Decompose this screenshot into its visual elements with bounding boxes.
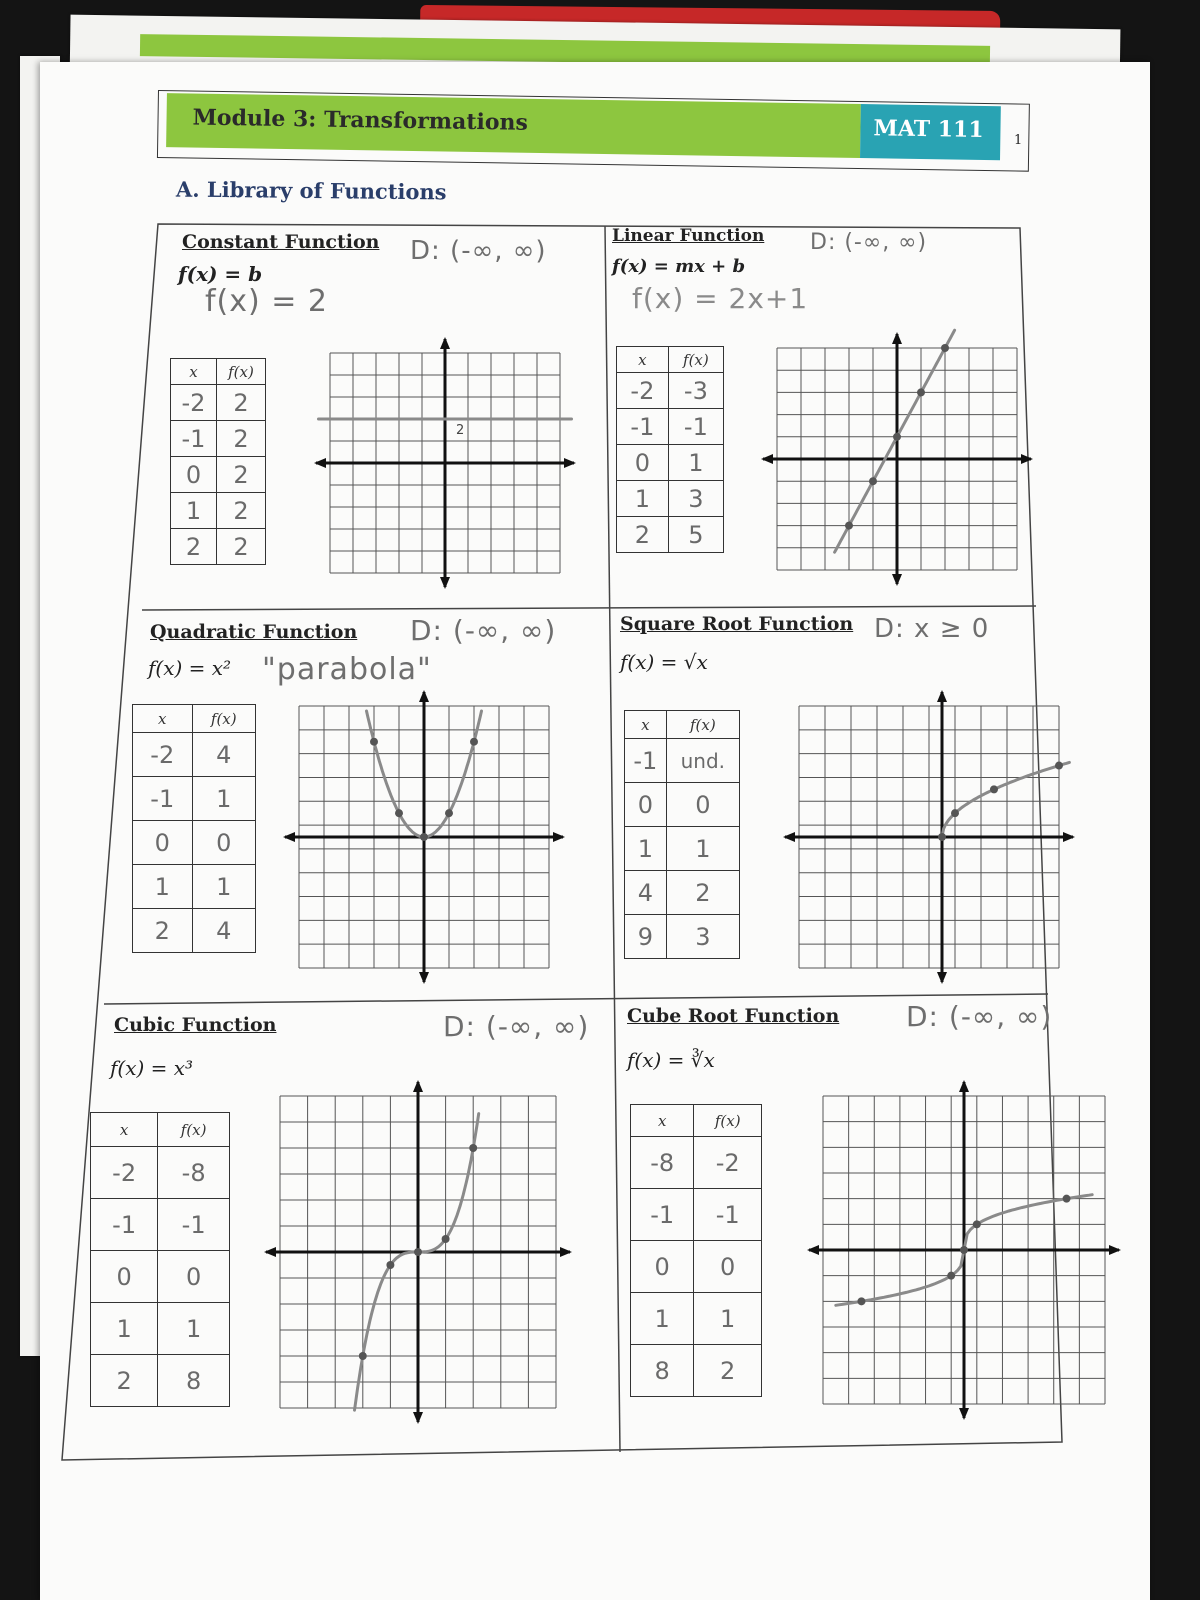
plotted-point (395, 809, 403, 817)
table-cell: 2 (694, 1345, 762, 1397)
y-axis-arrow-up (440, 337, 450, 349)
quadratic-function-title: Quadratic Function (150, 621, 358, 643)
table-cell: -1 (668, 409, 723, 445)
table-cell: -8 (158, 1147, 230, 1199)
table-cell: 1 (617, 481, 669, 517)
plotted-point (990, 785, 998, 793)
linear-function-title: Linear Function (612, 226, 765, 246)
table-cell: -8 (631, 1137, 694, 1189)
quadratic-function-formula: f(x) = x² (148, 656, 232, 680)
plotted-point (951, 809, 959, 817)
linear-domain: D: (-∞, ∞) (810, 230, 928, 255)
section-title: A. Library of Functions (175, 176, 447, 205)
linear-function-formula: f(x) = mx + b (612, 256, 746, 277)
table-header-fx: f(x) (668, 347, 723, 373)
table-cell: 0 (631, 1241, 694, 1293)
table-cell: 1 (133, 865, 193, 909)
plotted-point (469, 1144, 477, 1152)
table-cell: 1 (171, 493, 217, 529)
table-cell: 8 (631, 1345, 694, 1397)
plotted-point (960, 1246, 968, 1254)
table-cell: 2 (216, 493, 265, 529)
table-cell: 0 (91, 1251, 158, 1303)
plotted-point (470, 738, 478, 746)
table-header-fx: f(x) (694, 1105, 762, 1137)
plotted-point (359, 1352, 367, 1360)
table-cell: 0 (158, 1251, 230, 1303)
x-axis-arrow-left (283, 832, 295, 842)
table-cell: -1 (133, 777, 193, 821)
table-cell: 5 (668, 517, 723, 553)
table-cell: 9 (625, 915, 667, 959)
table-cell: -2 (617, 373, 669, 409)
plotted-point (893, 433, 901, 441)
table-cell: 2 (171, 529, 217, 565)
x-axis-arrow-left (314, 458, 326, 468)
square-root-function-formula: f(x) = √x (620, 650, 708, 674)
table-cell: 1 (158, 1303, 230, 1355)
y-axis-arrow-up (959, 1080, 969, 1092)
table-cell: 8 (158, 1355, 230, 1407)
table-cell: 4 (625, 871, 667, 915)
module-title: Module 3: Transformations (192, 104, 529, 136)
table-cell: 0 (133, 821, 193, 865)
constant-value-table (170, 358, 266, 565)
table-cell: 4 (192, 909, 255, 953)
table-cell: 1 (192, 865, 255, 909)
table-cell: 0 (192, 821, 255, 865)
y-axis-arrow-down (419, 972, 429, 984)
table-cell: 1 (668, 445, 723, 481)
table-cell: 0 (694, 1241, 762, 1293)
plotted-point (857, 1297, 865, 1305)
table-cell: und. (666, 739, 739, 783)
table-header-fx: f(x) (158, 1113, 230, 1147)
table-header-x: x (617, 347, 669, 373)
x-axis-arrow-left (264, 1247, 276, 1257)
plotted-point (941, 344, 949, 352)
table-cell: 2 (133, 909, 193, 953)
cube-root-domain: D: (-∞, ∞) (906, 1000, 1053, 1033)
table-cell: 3 (666, 915, 739, 959)
y-axis-arrow-down (959, 1408, 969, 1420)
x-axis-arrow-right (1109, 1245, 1121, 1255)
plotted-point (1055, 762, 1063, 770)
square-root-graph (785, 684, 1075, 989)
plotted-point (370, 738, 378, 746)
table-cell: 1 (694, 1293, 762, 1345)
x-axis-arrow-right (564, 458, 576, 468)
y-intercept-label: 2 (456, 423, 465, 438)
table-cell: 3 (668, 481, 723, 517)
table-cell: 2 (216, 421, 265, 457)
table-cell: -1 (631, 1189, 694, 1241)
quadratic-value-table (132, 704, 256, 953)
table-cell: 4 (192, 733, 255, 777)
table-cell: -2 (133, 733, 193, 777)
table-cell: -2 (91, 1147, 158, 1199)
cube-root-function-formula: f(x) = ∛x (627, 1048, 715, 1072)
table-cell: 1 (631, 1293, 694, 1345)
table-cell: 1 (625, 827, 667, 871)
table-cell: 1 (192, 777, 255, 821)
table-header-x: x (91, 1113, 158, 1147)
plotted-point (420, 833, 428, 841)
plotted-point (973, 1220, 981, 1228)
table-header-x: x (631, 1105, 694, 1137)
table-cell: -1 (617, 409, 669, 445)
plotted-point (386, 1261, 394, 1269)
table-header-fx: f(x) (192, 705, 255, 733)
y-axis-arrow-up (892, 332, 902, 344)
x-axis-arrow-left (807, 1245, 819, 1255)
square-root-function-title: Square Root Function (620, 613, 854, 635)
table-header-x: x (625, 711, 667, 739)
table-cell: 0 (617, 445, 669, 481)
cube-root-graph (805, 1062, 1123, 1432)
cubic-domain: D: (-∞, ∞) (443, 1010, 590, 1043)
plotted-point (869, 477, 877, 485)
table-cell: 2 (617, 517, 669, 553)
table-cell: -2 (171, 385, 217, 421)
function-curve (942, 762, 1069, 837)
function-curve (835, 330, 955, 552)
quadratic-graph (285, 688, 580, 988)
x-axis-arrow-left (783, 832, 795, 842)
table-header-fx: f(x) (216, 359, 265, 385)
x-axis-arrow-right (560, 1247, 572, 1257)
constant-function-formula: f(x) = b (178, 262, 263, 286)
table-cell: -2 (694, 1137, 762, 1189)
y-axis-arrow-up (413, 1080, 423, 1092)
table-cell: -1 (171, 421, 217, 457)
y-axis-arrow-up (419, 690, 429, 702)
plotted-point (938, 833, 946, 841)
y-axis-arrow-down (937, 972, 947, 984)
table-cell: 1 (666, 827, 739, 871)
plotted-point (1063, 1195, 1071, 1203)
quadratic-domain: D: (-∞, ∞) (410, 614, 557, 647)
table-cell: 2 (216, 457, 265, 493)
plotted-point (445, 809, 453, 817)
cubic-function-title: Cubic Function (114, 1014, 277, 1036)
y-axis-arrow-down (413, 1412, 423, 1424)
cube-root-function-title: Cube Root Function (627, 1005, 840, 1027)
table-cell: -1 (158, 1199, 230, 1251)
linear-graph (765, 328, 1030, 590)
table-cell: 0 (171, 457, 217, 493)
table-cell: 2 (216, 529, 265, 565)
table-cell: 1 (91, 1303, 158, 1355)
linear-example: f(x) = 2x+1 (632, 282, 809, 315)
plotted-point (442, 1235, 450, 1243)
table-cell: -3 (668, 373, 723, 409)
linear-value-table (616, 346, 724, 553)
cubic-graph (262, 1068, 582, 1438)
y-axis-arrow-up (937, 690, 947, 702)
course-code: MAT 111 (873, 115, 984, 143)
table-cell: -1 (91, 1199, 158, 1251)
page-number: 1 (1014, 133, 1023, 148)
square-root-value-table (624, 710, 740, 959)
plotted-point (917, 388, 925, 396)
constant-graph (310, 338, 600, 598)
table-header-x: x (133, 705, 193, 733)
y-axis-arrow-down (440, 577, 450, 589)
constant-domain: D: (-∞, ∞) (410, 236, 547, 266)
quadratic-example: "parabola" (262, 652, 432, 687)
table-header-x: x (171, 359, 217, 385)
square-root-domain: D: x ≥ 0 (874, 614, 990, 644)
table-cell: -1 (625, 739, 667, 783)
table-header-fx: f(x) (666, 711, 739, 739)
table-cell: 0 (625, 783, 667, 827)
table-cell: 2 (216, 385, 265, 421)
table-cell: 0 (666, 783, 739, 827)
constant-function-title: Constant Function (182, 231, 380, 253)
plotted-point (414, 1248, 422, 1256)
plotted-point (947, 1272, 955, 1280)
table-cell: 2 (91, 1355, 158, 1407)
constant-example: f(x) = 2 (205, 284, 329, 319)
table-cell: -1 (694, 1189, 762, 1241)
plotted-point (845, 522, 853, 530)
table-cell: 2 (666, 871, 739, 915)
cubic-function-formula: f(x) = x³ (110, 1056, 194, 1080)
y-axis-arrow-down (892, 574, 902, 586)
cubic-value-table (90, 1112, 230, 1407)
x-axis-arrow-right (1063, 832, 1075, 842)
cube-root-value-table (630, 1104, 762, 1397)
x-axis-arrow-right (553, 832, 565, 842)
